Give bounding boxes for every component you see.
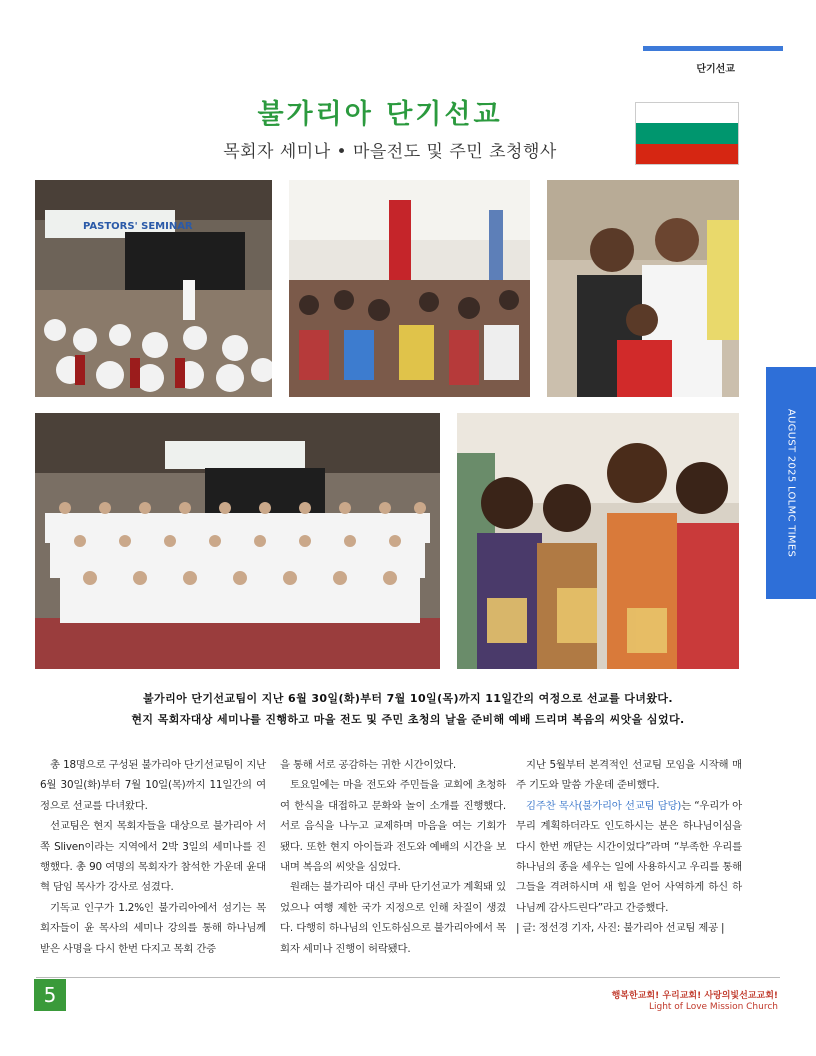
quote-text: 는 “우리가 아무리 계획하더라도 인도하시는 분은 하나님이심을 다시 한번 깨닫는 시간이었다”라며 “부족한 우리를 하나님의 종을 세우는 일에 사용하시고 우리를 통해 그들을 격려하시며 새 힘을 얻어 사역하게 하신 하나님께 감사드린다”라고 간증했다. <box>516 799 743 914</box>
body-paragraph: 지난 5월부터 본격적인 선교팀 모임을 시작해 매주 기도와 말씀 가운데 준비했다. <box>516 759 742 792</box>
body-column-3 <box>516 755 742 939</box>
lead-line-2: 현지 목회자대상 세미나를 진행하고 마을 전도 및 주민 초청의 날을 준비해 예배 드리며 복음의 씨앗을 심었다. <box>131 713 685 726</box>
photo-village-gathering <box>289 180 530 397</box>
body-paragraph: 선교팀은 현지 목회자들을 대상으로 불가리아 서쪽 Sliven이라는 지역에서 2박 3일의 세미나를 진행했다. 총 90 여명의 목회자가 참석한 가운데 윤대혁 담임 목사가 강사로 섬겼다. <box>40 820 266 894</box>
photo-group-seminar <box>35 413 440 669</box>
photo-credit: | 글: 정선경 기자, 사진: 불가리아 선교팀 제공 | <box>516 922 725 935</box>
article-title: 불가리아 단기선교 <box>257 99 503 130</box>
photo-seminar-room <box>35 180 272 397</box>
body-column-2 <box>280 755 506 959</box>
issue-side-tab-text: AUGUST 2025 LOLMC TIMES <box>785 408 797 558</box>
footer-church-name: Light of Love Mission Church <box>648 1002 778 1012</box>
body-paragraph: 총 18명으로 구성된 불가리아 단기선교팀이 지난 6월 30일(화)부터 7월 10일(목)까지 11일간의 여정으로 선교를 다녀왔다. <box>40 759 266 812</box>
seminar-banner-text: PASTORS' SEMINAR <box>83 221 193 232</box>
issue-side-tab <box>766 367 816 599</box>
body-paragraph: 을 통해 서로 공감하는 귀한 시간이었다. <box>280 759 457 771</box>
footer-slogan: 행복한교회! 우리교회! 사랑의빛선교교회! <box>611 991 778 1001</box>
body-paragraph: 토요일에는 마을 전도와 주민들을 교회에 초청하여 한식을 대접하고 문화와 놀이 소개를 진행했다. 서로 음식을 나누고 교제하며 마음을 여는 기회가 됐다. 또한 현지 아이들과 전도와 예배의 시간을 보내며 복음의 씨앗을 심었다. <box>280 779 506 874</box>
article-subtitle: 목회자 세미나 • 마을전도 및 주민 초청행사 <box>223 142 557 162</box>
header-accent-bar <box>643 46 783 51</box>
quote-paragraph <box>516 796 742 918</box>
body-column-1 <box>40 755 266 959</box>
section-label: 단기선교 <box>696 64 735 75</box>
photo-children-group <box>547 180 739 397</box>
body-paragraph: 원래는 불가리아 대신 쿠바 단기선교가 계획돼 있었으나 여행 제한 국가 지정으로 인해 차질이 생겼다. 다행히 하나님의 인도하심으로 불가리아에서 목회자 세미나 진행이 허락됐다. <box>280 881 506 955</box>
lead-line-1: 불가리아 단기선교팀이 지난 6월 30일(화)부터 7월 10일(목)까지 11일간의 여정으로 선교를 다녀왔다. <box>143 692 673 705</box>
photo-kids-gift-bags <box>457 413 739 669</box>
page-number: 5 <box>34 979 66 1011</box>
flag-stripe-red <box>636 144 738 164</box>
article-lead <box>40 688 776 730</box>
bulgaria-flag <box>635 102 739 165</box>
flag-stripe-white <box>636 103 738 123</box>
body-paragraph: 기독교 인구가 1.2%인 불가리아에서 섬기는 목회자들이 윤 목사의 세미나 강의를 통해 하나님께 받은 사명을 다시 한번 다지고 목회 간증 <box>40 901 266 955</box>
quote-speaker: 김주찬 목사(불가리아 선교팀 담당) <box>526 799 682 812</box>
footer-divider <box>36 977 780 978</box>
flag-stripe-green <box>636 123 738 143</box>
